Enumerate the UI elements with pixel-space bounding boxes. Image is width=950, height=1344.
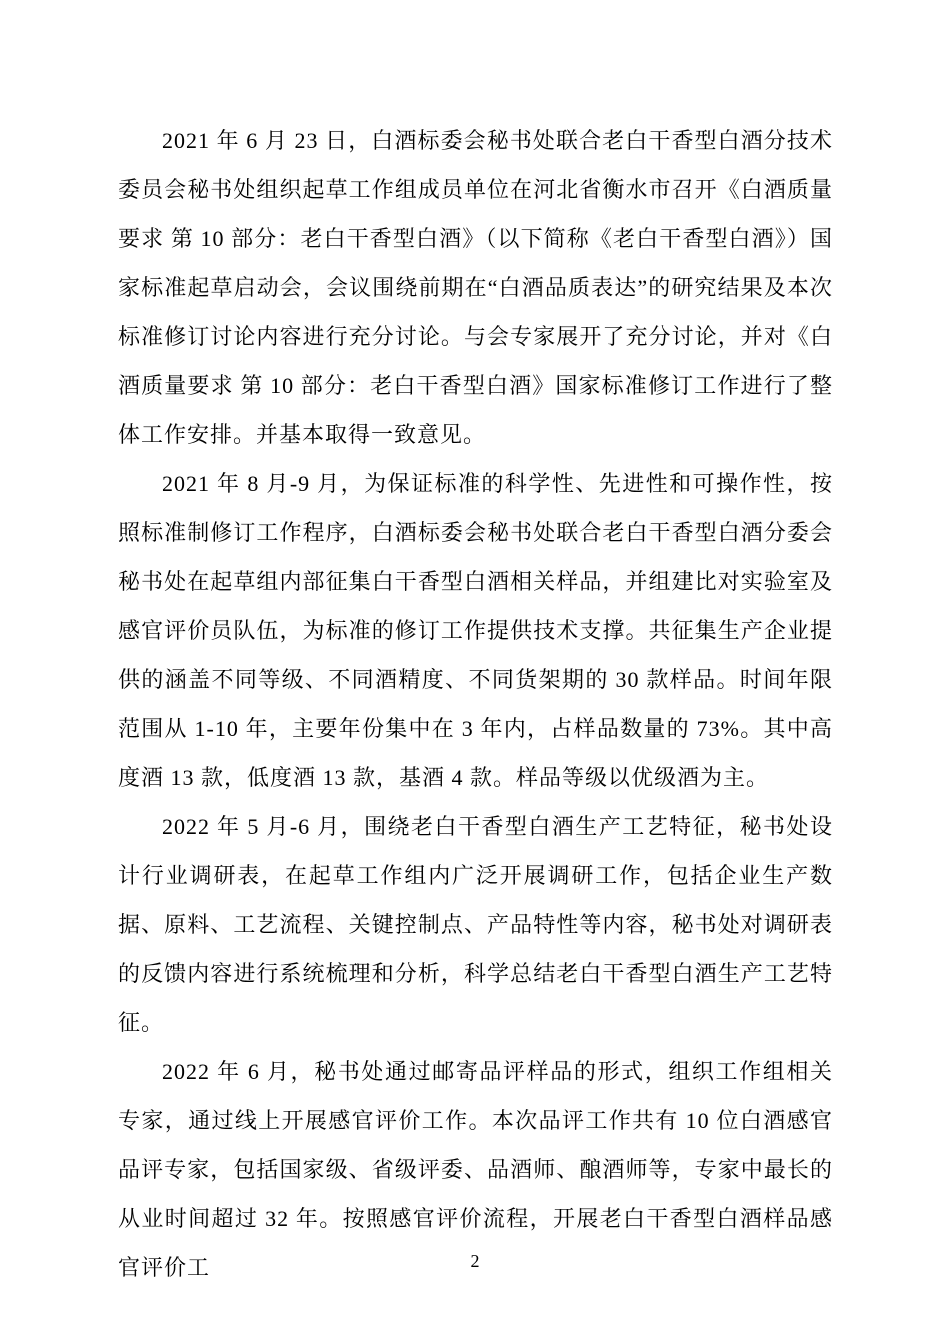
paragraph: 2021 年 8 月-9 月，为保证标准的科学性、先进性和可操作性，按照标准制修订工作程序，白酒标委会秘书处联合老白干香型白酒分委会秘书处在起草组内部征集白干香型白酒相关样品，并组建比对实验室及感官评价员队伍，为标准的修订工作提供技术支撑。共征集生产企业提供的涵盖不同等级、不同酒精度、不同货架期的 30 款样品。时间年限范围从 1-10 年，主要年份集中在 3 年内，占样品数量的 73%。其中高度酒 13 款，低度酒 13 款，基酒 4 款。样品等级以优级酒为主。 <box>118 471 833 790</box>
document-body <box>118 116 833 1292</box>
paragraph: 2022 年 6 月，秘书处通过邮寄品评样品的形式，组织工作组相关专家，通过线上开展感官评价工作。本次品评工作共有 10 位白酒感官品评专家，包括国家级、省级评委、品酒师、酿酒师等，专家中最长的从业时间超过 32 年。按照感官评价流程，开展老白干香型白酒样品感官评价工 <box>118 1059 833 1280</box>
paragraph: 2022 年 5 月-6 月，围绕老白干香型白酒生产工艺特征，秘书处设计行业调研表，在起草工作组内广泛开展调研工作，包括企业生产数据、原料、工艺流程、关键控制点、产品特性等内容，秘书处对调研表的反馈内容进行系统梳理和分析，科学总结老白干香型白酒生产工艺特征。 <box>118 814 833 1035</box>
paragraph: 2021 年 6 月 23 日，白酒标委会秘书处联合老白干香型白酒分技术委员会秘书处组织起草工作组成员单位在河北省衡水市召开《白酒质量要求 第 10 部分：老白干香型白酒》（以下简称《老白干香型白酒》）国家标准起草启动会，会议围绕前期在“白酒品质表达”的研究结果及本次标准修订讨论内容进行充分讨论。与会专家展开了充分讨论，并对《白酒质量要求 第 10 部分：老白干香型白酒》国家标准修订工作进行了整体工作安排。并基本取得一致意见。 <box>118 128 833 447</box>
page-number: 2 <box>470 1251 480 1271</box>
